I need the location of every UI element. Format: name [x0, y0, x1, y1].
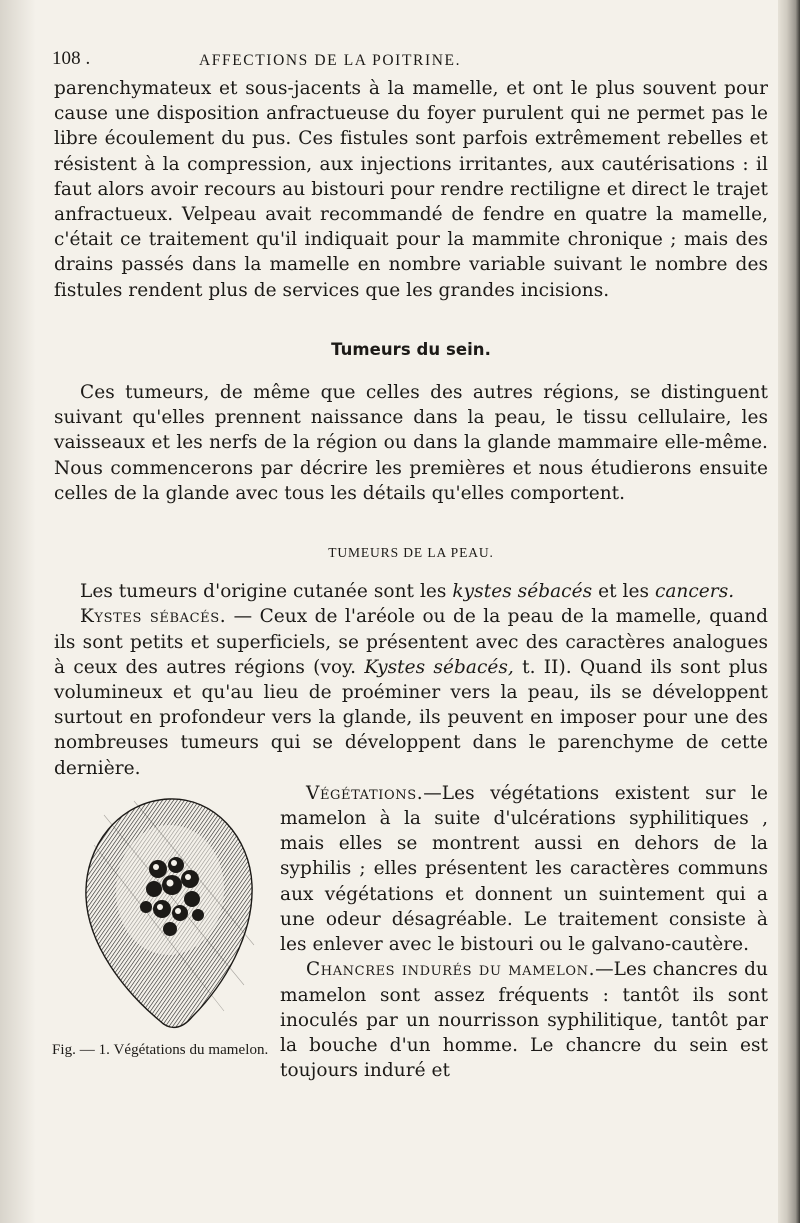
page-edge [778, 0, 800, 1223]
page-content [54, 46, 768, 1083]
figure-caption: Fig. — 1. Végétations du mamelon. [52, 1041, 269, 1058]
paragraph-fistules: parenchymateux et sous-jacents à la mamelle, et ont le plus souvent pour cause une disposition anfractueuse du foyer purulent qui ne permet pas le libre écoulement du pus. Ces fistules sont parfois extrêmement rebelles et résistent à la compression, aux injections irritantes, aux cautérisations : il faut alors avoir recours au bistouri pour rendre rectiligne et direct le trajet anfractueux. Velpeau avait recommandé de fendre en quatre la mamelle, c'était ce traitement qu'il indiquait pour la mammite chronique ; mais des drains passés dans la mamelle en nombre variable suivant le nombre des fistules rendent plus de services que les grandes incisions. [54, 78, 768, 301]
subsection-title: TUMEURS DE LA PEAU. [328, 545, 494, 561]
emphasis-cross-reference: Kystes sébacés, [364, 656, 514, 678]
page-gutter-shadow [0, 0, 36, 1223]
running-title: AFFECTIONS DE LA POITRINE. [199, 52, 462, 69]
page-number: 108 . [52, 48, 91, 69]
paragraph-kystes-sebaces [54, 604, 768, 780]
text-run: —Les chancres du mamelon sont assez fréquents : tantôt ils sont inoculés par un nourrisson syphilitique, tantôt par la bouche d'un homme. Le chancre du sein est toujours induré et [280, 959, 768, 1082]
page-header [54, 46, 768, 76]
paragraph-origine-cutanee [54, 579, 768, 604]
text-run: Les tumeurs d'origine cutanée sont les [80, 581, 453, 603]
run-in-heading-kystes: Kystes sébacés. [80, 606, 227, 628]
section-title: Tumeurs du sein. [331, 339, 491, 359]
emphasis-kystes: kystes sébacés [452, 581, 593, 603]
run-in-heading-chancres: Chancres indurés du mamelon. [306, 959, 596, 981]
run-in-heading-vegetations: Végétations. [306, 782, 424, 804]
figure-vegetations [52, 785, 270, 1081]
text-run: —Les végétations existent sur le mamelon à la suite d'ulcérations syphilitiques , mais elles se montrent aussi en dehors de la syphilis ; elles présentent les caractères communs aux végétations et donnent un suintement qui a une odeur désagréable. Le traitement consiste à les enlever avec le bistouri ou le galvano-cautère. [280, 782, 768, 956]
nipple-vegetation-illustration-icon [74, 785, 264, 1035]
paragraph-intro-tumeurs: Ces tumeurs, de même que celles des autres régions, se distinguent suivant qu'elles prennent naissance dans la peau, le tissu cellulaire, les vaisseaux et les nerfs de la région ou dans la glande mammaire elle-même. Nous commencerons par décrire les premières et nous étudierons ensuite celles de la glande avec tous les détails qu'elles comportent. [54, 382, 768, 504]
text-run: et les [592, 581, 655, 603]
emphasis-cancers: cancers. [654, 581, 735, 603]
text-run: — Ceux de l'aréole ou de la peau de la mamelle, quand ils sont petits et superficiels, se présentent avec des caractères analogues à ceux des autres régions (voy. [54, 606, 768, 678]
text-run: t. II). Quand ils sont plus volumineux et qu'au lieu de proéminer vers la peau, ils se développent surtout en profondeur vers la glande, ils peuvent en imposer pour une des nombreuses tumeurs qui se développent dans le parenchyme de cette dernière. [54, 656, 768, 779]
